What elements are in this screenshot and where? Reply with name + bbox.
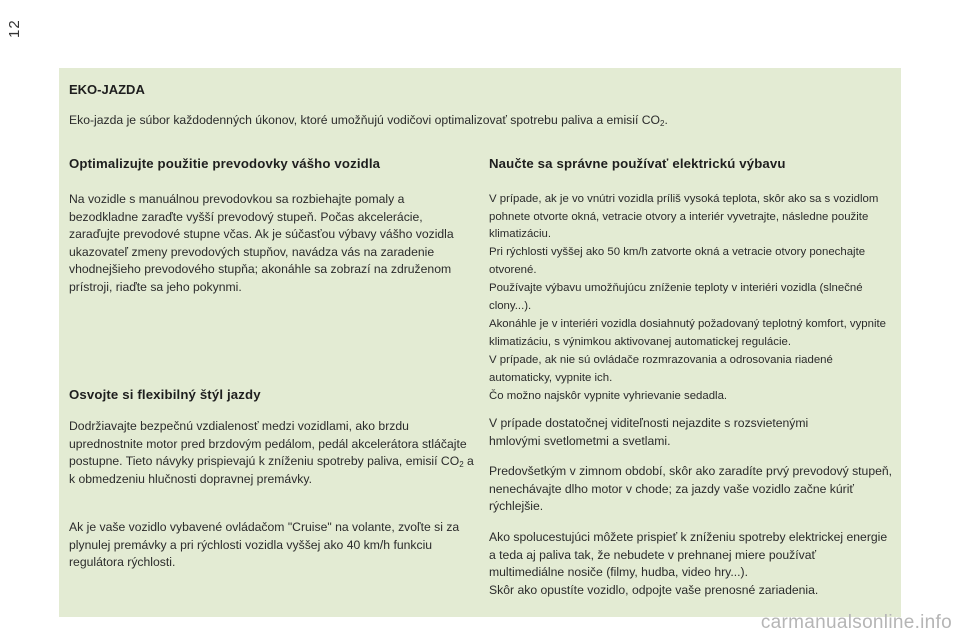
- eco-driving-title: EKO-JAZDA: [69, 82, 145, 97]
- driving-style-paragraph-2: Ak je vaše vozidlo vybavené ovládačom "Cruise" na volante, zvoľte si za plynulej premávky a pri rýchlosti vozidla vyššej ako 40 km/h funkciu regulátora rýchlosti.: [69, 520, 460, 569]
- driving-style-heading: Osvojte si flexibilný štýl jazdy: [69, 387, 261, 402]
- watermark: carmanualsonline.info: [760, 612, 952, 633]
- electrical-paragraph-8: Predovšetkým v zimnom období, skôr ako zaradíte prvý prevodový stupeň, nenechávajte dlho motor v chode; za jazdy vaše vozidlo začne kúriť rýchlejšie.: [489, 464, 893, 513]
- intro-text-end: .: [664, 113, 668, 127]
- content-panel: [59, 68, 901, 617]
- driving-style-co2-subscript: 2: [459, 460, 464, 469]
- electrical-heading: Naučte sa správne používať elektrickú výbavu: [489, 156, 786, 171]
- page-number: 12: [6, 19, 23, 38]
- electrical-paragraph-3: Používajte výbavu umožňujúcu zníženie teploty v interiéri vozidla (slnečné clony...).: [489, 282, 863, 312]
- electrical-paragraph-5: V prípade, ak nie sú ovládače rozmrazovania a odrosovania riadené automaticky, vypnite ich.: [489, 354, 833, 384]
- electrical-paragraph-9: Ako spolucestujúci môžete prispieť k zníženiu spotreby elektrickej energie a teda aj paliva tak, že nebudete v prehnanej miere používať multimediálne nosiče (filmy, hudba, video hry...).: [489, 530, 888, 579]
- driving-style-paragraph-1: [69, 418, 479, 488]
- electrical-paragraph-2: Pri rýchlosti vyššej ako 50 km/h zatvorte okná a vetracie otvory ponechajte otvorené.: [489, 246, 866, 276]
- driving-style-text-end: a k obmedzeniu hlučnosti dopravnej premávky.: [69, 454, 474, 486]
- electrical-paragraph-10: Skôr ako opustíte vozidlo, odpojte vaše prenosné zariadenia.: [489, 583, 819, 597]
- gearbox-heading: Optimalizujte použitie prevodovky vášho vozidla: [69, 156, 381, 171]
- intro-text: [69, 112, 889, 130]
- gearbox-paragraph: Na vozidle s manuálnou prevodovkou sa rozbiehajte pomaly a bezodkladne zaraďte vyšší prevodový stupeň. Počas akcelerácie, zaraďujte prevodové stupne včas. Ak je súčasťou výbavy vášho vozidla ukazovateľ zmeny prevodových stupňov, navádza vás na zaradenie vhodnejšieho prevodového stupňa; akonáhle sa zobrazí na združenom prístroji, riaďte sa jeho pokynmi.: [69, 192, 454, 294]
- intro-text-main: Eko-jazda je súbor každodenných úkonov, ktoré umožňujú vodičovi optimalizovať spotrebu paliva a emisií CO: [69, 113, 661, 127]
- electrical-paragraph-4: Akonáhle je v interiéri vozidla dosiahnutý požadovaný teplotný komfort, vypnite klimatizáciu, s výnimkou aktivovanej automatickej regulácie.: [489, 318, 886, 348]
- electrical-paragraph-6: Čo možno najskôr vypnite vyhrievanie sedadla.: [489, 390, 728, 402]
- electrical-paragraph-1: V prípade, ak je vo vnútri vozidla príliš vysoká teplota, skôr ako sa s vozidlom pohnete otvorte okná, vetracie otvory a interiér vyvetrajte, následne použite klimatizáciu.: [489, 193, 879, 240]
- driving-style-text-main: Dodržiavajte bezpečnú vzdialenosť medzi vozidlami, ako brzdu uprednostnite motor pred brzdovým pedálom, pedál akcelerátora stláčajte postupne. Tieto návyky prispievajú k zníženiu spotreby paliva, emisií CO: [69, 419, 467, 468]
- intro-co2-subscript: 2: [660, 119, 665, 128]
- electrical-paragraph-7: V prípade dostatočnej viditeľnosti nejazdite s rozsvietenými hmlovými svetlometmi a svetlami.: [489, 416, 809, 448]
